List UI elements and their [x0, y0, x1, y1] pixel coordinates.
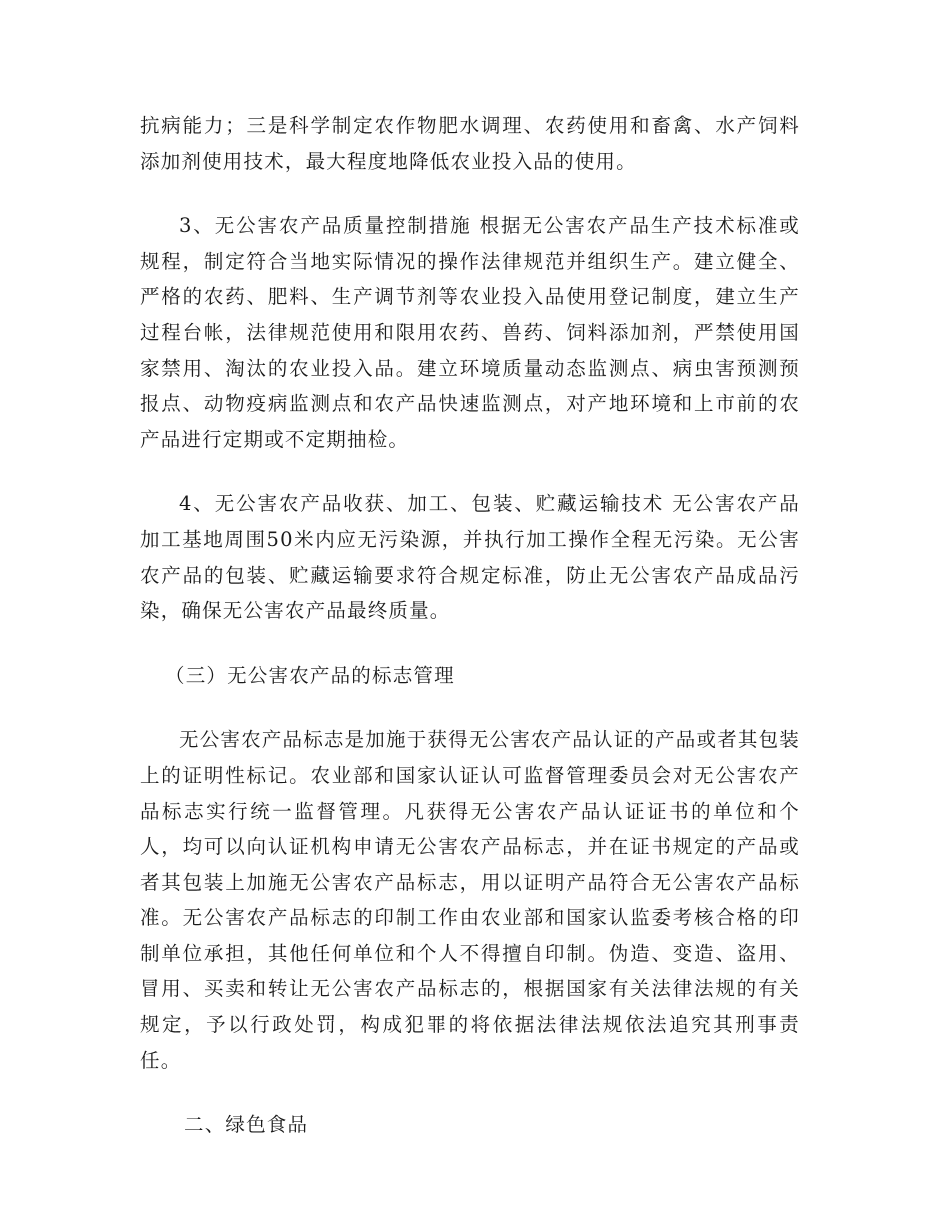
paragraph-quality-control: 3、无公害农产品质量控制措施 根据无公害农产品生产技术标准或规程，制定符合当地实际情况的操作法律规范并组织生产。建立健全、严格的农药、肥料、生产调节剂等农业投入品使用登记制度，建立生产过程台帐，法律规范使用和限用农药、兽药、饲料添加剂，严禁使用国家禁用、淘汰的农业投入品。建立环境质量动态监测点、病虫害预测预报点、动物疫病监测点和农产品快速监测点，对产地环境和上市前的农产品进行定期或不定期抽检。	[140, 214, 800, 451]
paragraph-continuation: 抗病能力；三是科学制定农作物肥水调理、农药使用和畜禽、水产饲料添加剂使用技术，最大程度地降低农业投入品的使用。	[140, 114, 800, 173]
paragraph-label-management: 无公害农产品标志是加施于获得无公害农产品认证的产品或者其包装上的证明性标记。农业部和国家认证认可监督管理委员会对无公害农产品标志实行统一监督管理。凡获得无公害农产品认证证书的单位和个人，均可以向认证机构申请无公害农产品标志，并在证书规定的产品或者其包装上加施无公害农产品标志，用以证明产品符合无公害农产品标准。无公害农产品标志的印制工作由农业部和国家认监委考核合格的印制单位承担，其他任何单位和个人不得擅自印制。伪造、变造、盗用、冒用、买卖和转让无公害农产品标志的，根据国家有关法律法规的有关规定，予以行政处罚，构成犯罪的将依据法律法规依法追究其刑事责任。	[140, 728, 801, 1072]
paragraph-harvest-processing: 4、无公害农产品收获、加工、包装、贮藏运输技术 无公害农产品加工基地周围50米内应无污染源，并执行加工操作全程无污染。无公害农产品的包装、贮藏运输要求符合规定标准，防止无公害农产品成品污染，确保无公害农产品最终质量。	[140, 492, 800, 623]
section-heading-green-food: 二、绿色食品	[184, 1113, 309, 1137]
section-heading-label-management: （三）无公害农产品的标志管理	[165, 663, 455, 687]
document-page	[140, 108, 800, 1143]
